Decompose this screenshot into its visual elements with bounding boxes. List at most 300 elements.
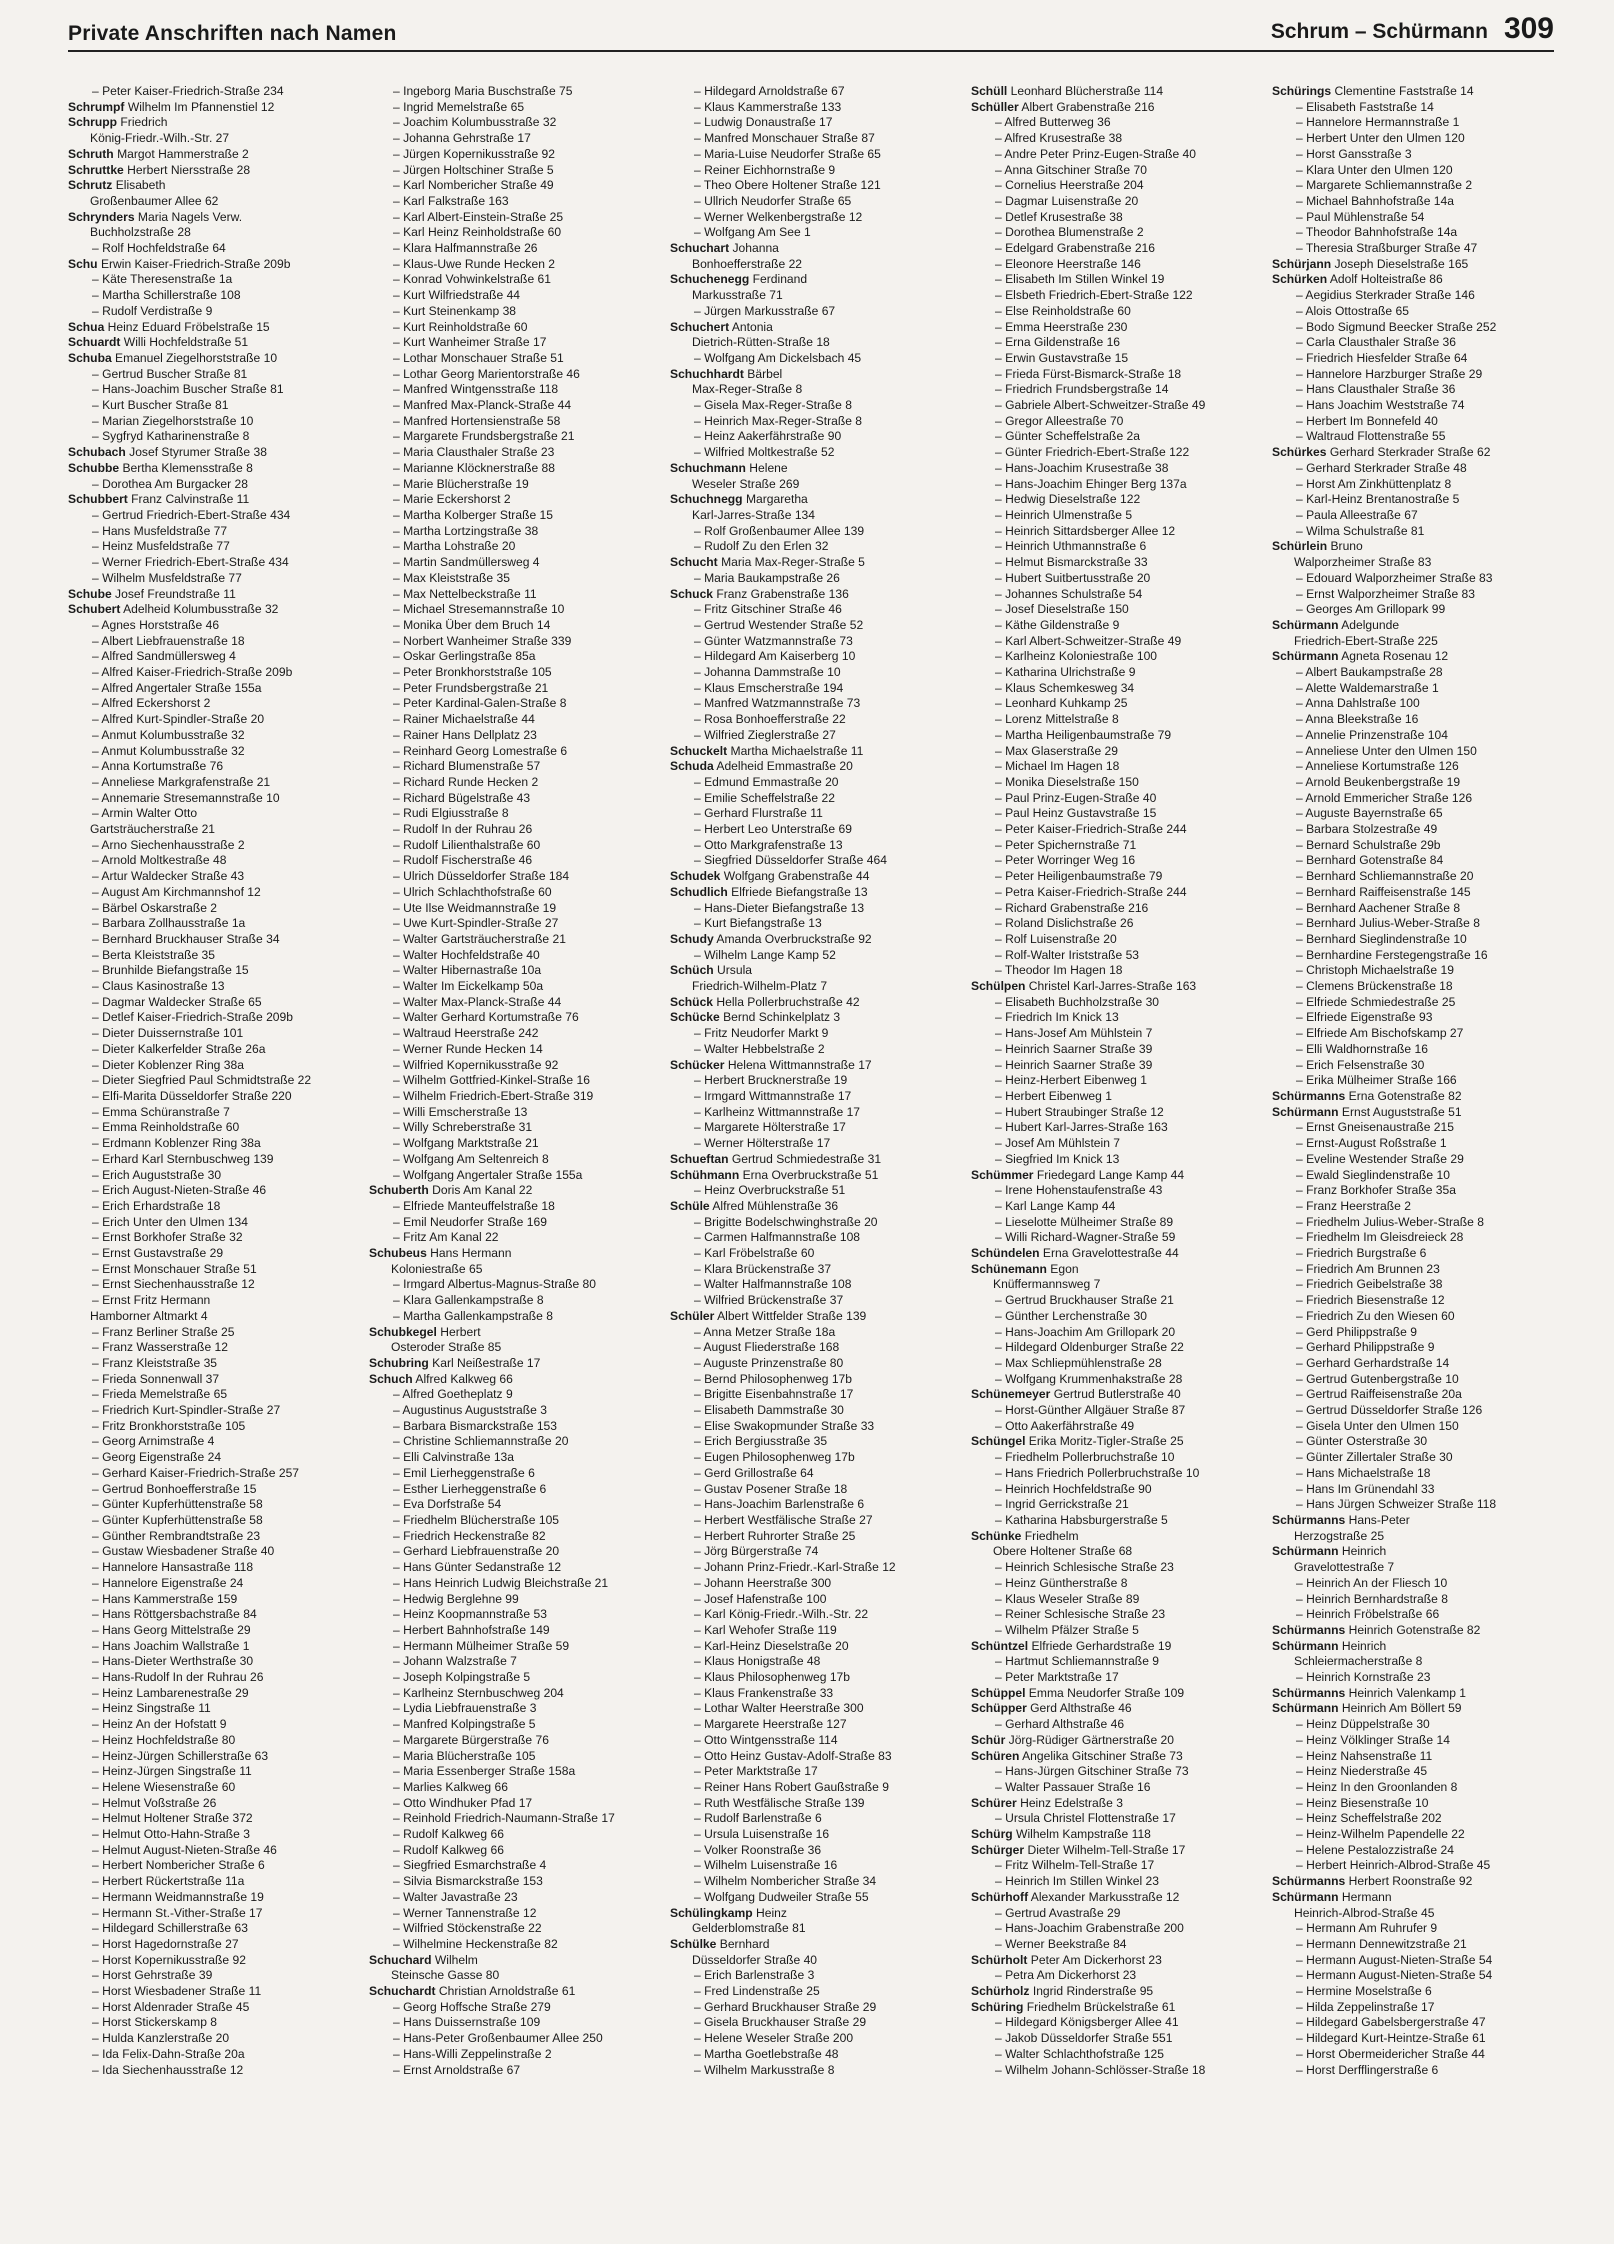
directory-entry: – Elfriede Manteuffelstraße 18 — [393, 1198, 555, 1213]
directory-entry: – Hans-Joachim Buscher Straße 81 — [92, 382, 284, 397]
surname: Schüppel — [971, 1685, 1026, 1700]
directory-entry: – Bernhard Sieglindenstraße 10 — [1296, 931, 1467, 946]
entry-details: Amanda Overbruckstraße 92 — [713, 931, 872, 946]
surname: Schülingkamp — [670, 1905, 753, 1920]
surname: Schück — [670, 994, 714, 1009]
directory-entry: – Johanna Gehrstraße 17 — [393, 131, 531, 146]
directory-entry: – Heinrich Bernhardstraße 8 — [1296, 1591, 1448, 1606]
directory-entry: – Friedrich Biesenstraße 12 — [1296, 1293, 1445, 1308]
surname: Schucht — [670, 555, 718, 570]
directory-entry: – Hans Röttgersbachstraße 84 — [92, 1607, 257, 1622]
directory-entry: – Heinz Biesenstraße 10 — [1296, 1795, 1429, 1810]
directory-entry: – Marie Blücherstraße 19 — [393, 476, 529, 491]
directory-entry: – Hannelore Hansastraße 118 — [92, 1560, 254, 1575]
entry-details: Gertrud Butlerstraße 40 — [1050, 1387, 1181, 1402]
directory-entry: – Erich Bergiusstraße 35 — [694, 1434, 828, 1449]
surname: Schürmann — [1272, 1104, 1339, 1119]
directory-entry: – Ernst Walporzheimer Straße 83 — [1296, 586, 1476, 601]
directory-entry-continuation: Gravelottestraße 7 — [1294, 1560, 1395, 1575]
directory-entry: – Ida Siechenhausstraße 12 — [92, 2062, 244, 2077]
directory-entry: – Rudolf Lilienthalstraße 60 — [393, 837, 541, 852]
directory-entry-surname — [1272, 1701, 1554, 1717]
directory-entry: – Joseph Kolpingstraße 5 — [393, 1670, 531, 1685]
directory-entry: – Elli Waldhornstraße 16 — [1296, 1041, 1428, 1056]
directory-entry: – Heinz Aakerfährstraße 90 — [694, 429, 842, 444]
directory-entry: – Maria Clausthaler Straße 23 — [393, 445, 555, 460]
directory-entry-surname — [369, 1984, 651, 2000]
directory-entry: – Lydia Liebfrauenstraße 3 — [393, 1701, 537, 1716]
directory-entry: – Hans Kammerstraße 159 — [92, 1591, 238, 1606]
directory-entry-continuation: Friedrich-Ebert-Straße 225 — [1294, 633, 1438, 648]
directory-entry-surname — [971, 100, 1253, 116]
directory-entry: – Theo Obere Holtener Straße 121 — [694, 178, 881, 193]
directory-entry: – Wilhelm Musfeldstraße 77 — [92, 570, 242, 585]
entry-details: Hans Hermann — [426, 1246, 512, 1261]
directory-entry: – Edelgard Grabenstraße 216 — [995, 241, 1156, 256]
directory-entry: – Otto Heinz Gustav-Adolf-Straße 83 — [694, 1748, 892, 1763]
directory-entry: – Wilma Schulstraße 81 — [1296, 523, 1425, 538]
directory-entry: – Gisela Max-Reger-Straße 8 — [694, 398, 852, 413]
directory-entry: – Hans Duissernstraße 109 — [393, 2015, 541, 2030]
directory-entry: – Klara Halfmannstraße 26 — [393, 241, 538, 256]
directory-entry: – Ernst Arnoldstraße 67 — [393, 2062, 521, 2077]
directory-entry: – Bernhard Gotenstraße 84 — [1296, 853, 1444, 868]
surname: Schürkes — [1272, 445, 1327, 460]
directory-entry: – Karl Falkstraße 163 — [393, 193, 509, 208]
directory-entry: – Karl Fröbelstraße 60 — [694, 1246, 815, 1261]
directory-entry-surname — [68, 210, 350, 226]
directory-entry-surname — [670, 1906, 952, 1922]
directory-entry: – Alette Waldemarstraße 1 — [1296, 680, 1439, 695]
directory-entry: – Frieda Fürst-Bismarck-Straße 18 — [995, 366, 1182, 381]
directory-entry: – Horst Hagedornstraße 27 — [92, 1936, 239, 1951]
directory-entry: – Ernst Siechenhausstraße 12 — [92, 1277, 255, 1292]
directory-entry: – Ute Ilse Weidmannstraße 19 — [393, 900, 557, 915]
directory-entry: – Katharina Habsburgerstraße 5 — [995, 1512, 1168, 1527]
directory-entry: – Gerhard Flurstraße 11 — [694, 806, 823, 821]
directory-entry: – Walter Passauer Straße 16 — [995, 1779, 1151, 1794]
directory-entry: – Rolf-Walter Iriststraße 53 — [995, 947, 1140, 962]
directory-entry: – Rudolf Verdistraße 9 — [92, 303, 213, 318]
surname: Schuchnegg — [670, 492, 743, 507]
directory-entry: – Wilhelm Pfälzer Straße 5 — [995, 1622, 1139, 1637]
directory-entry: – Alfred Kurt-Spindler-Straße 20 — [92, 712, 265, 727]
directory-entry: – Heinz-Herbert Eibenweg 1 — [995, 1073, 1147, 1088]
directory-entry: – Rudolf Zu den Erlen 32 — [694, 539, 829, 554]
entry-details: Albert Wittfelder Straße 139 — [714, 1308, 867, 1323]
directory-entry-surname — [670, 1168, 952, 1184]
directory-entry: – Monika Dieselstraße 150 — [995, 774, 1139, 789]
directory-entry: – Oskar Gerlingstraße 85a — [393, 649, 536, 664]
directory-entry: – Elli Calvinstraße 13a — [393, 1450, 514, 1465]
surname: Schürmann — [1272, 617, 1339, 632]
entry-details: Karl Neißestraße 17 — [428, 1355, 541, 1370]
directory-entry: – Ludwig Donaustraße 17 — [694, 115, 833, 130]
directory-entry: – Arnold Moltkestraße 48 — [92, 853, 227, 868]
entry-details: Friedegard Lange Kamp 44 — [1033, 1167, 1185, 1182]
entry-details: Wilhelm — [431, 1952, 478, 1967]
directory-entry: – Hans-Peter Großenbaumer Allee 250 — [393, 2031, 603, 2046]
directory-entry: – Günther Rembrandtstraße 23 — [92, 1528, 261, 1543]
directory-entry: – Käthe Gildenstraße 9 — [995, 617, 1120, 632]
directory-entry: – Berta Kleiststraße 35 — [92, 947, 216, 962]
directory-entry: – Friedrich Geibelstraße 38 — [1296, 1277, 1443, 1292]
directory-entry: – Manfred Wintgensstraße 118 — [393, 382, 559, 397]
directory-entry: – Herbert Nombericher Straße 6 — [92, 1858, 265, 1873]
directory-entry: – Fritz Gitschiner Straße 46 — [694, 602, 842, 617]
directory-entry: – Anneliese Markgrafenstraße 21 — [92, 774, 271, 789]
directory-entry: – Herbert Heinrich-Albrod-Straße 45 — [1296, 1858, 1491, 1873]
entry-details: Gertrud Schmiedestraße 31 — [728, 1151, 882, 1166]
directory-entry-surname — [68, 351, 350, 367]
entry-details: Bernhard — [716, 1936, 770, 1951]
entry-details: Jörg-Rüdiger Gärtnerstraße 20 — [1005, 1732, 1174, 1747]
directory-entry: – Detlef Krusestraße 38 — [995, 209, 1123, 224]
directory-entry: – Herbert Brucknerstraße 19 — [694, 1073, 848, 1088]
directory-entry: – Rainer Hans Dellplatz 23 — [393, 727, 537, 742]
directory-entry: – Hans-Joachim Ehinger Berg 137a — [995, 476, 1187, 491]
directory-entry: – Friedrich Frundsbergstraße 14 — [995, 382, 1169, 397]
surname: Schür — [971, 1732, 1006, 1747]
directory-entry: – Silvia Bismarckstraße 153 — [393, 1874, 543, 1889]
directory-entry: – Elisabeth Dammstraße 30 — [694, 1403, 844, 1418]
directory-entry: – Bärbel Oskarstraße 2 — [92, 900, 218, 915]
entry-details: Antonia — [729, 319, 773, 334]
directory-entry: – Maria-Luise Neudorfer Straße 65 — [694, 146, 881, 161]
directory-entry: – Katharina Ulrichstraße 9 — [995, 665, 1136, 680]
directory-entry-surname — [68, 178, 350, 194]
directory-entry: – Bernhardine Ferstegengstraße 16 — [1296, 947, 1488, 962]
directory-entry: – Kurt Buscher Straße 81 — [92, 398, 229, 413]
directory-entry: – Emma Heerstraße 230 — [995, 319, 1128, 334]
entry-details: Erna Gravelottestraße 44 — [1039, 1246, 1179, 1261]
surname: Schüring — [971, 1999, 1024, 2014]
directory-entry: – Heinrich Max-Reger-Straße 8 — [694, 413, 863, 428]
directory-entry-continuation: Walporzheimer Straße 83 — [1294, 555, 1432, 570]
directory-entry: – Herbert Ruhrorter Straße 25 — [694, 1528, 856, 1543]
directory-entry: – Klara Unter den Ulmen 120 — [1296, 162, 1453, 177]
directory-entry: – Hans-Dieter Biefangstraße 13 — [694, 900, 865, 915]
directory-entry: – Jürgen Kopernikusstraße 92 — [393, 146, 556, 161]
directory-entry: – Hermann Mülheimer Straße 59 — [393, 1638, 570, 1653]
directory-entry: – Heinz Güntherstraße 8 — [995, 1575, 1128, 1590]
directory-entry: – Leonhard Kuhkamp 25 — [995, 696, 1128, 711]
directory-entry: – Willy Schreberstraße 31 — [393, 1120, 533, 1135]
directory-entry: – Gisela Bruckhauser Straße 29 — [694, 2015, 867, 2030]
surname: Schürmanns — [1272, 1512, 1346, 1527]
directory-entry: – Theodor Bahnhofstraße 14a — [1296, 225, 1458, 240]
directory-entry: – Detlef Kaiser-Friedrich-Straße 209b — [92, 1010, 293, 1025]
entry-details: Bertha Klemensstraße 8 — [119, 460, 253, 475]
directory-entry: – Klara Gallenkampstraße 8 — [393, 1293, 544, 1308]
directory-entry: – Anna Metzer Straße 18a — [694, 1324, 836, 1339]
directory-entry: – Erich Felsenstraße 30 — [1296, 1057, 1425, 1072]
directory-entry: – Heinz-Jürgen Singstraße 11 — [92, 1764, 252, 1779]
directory-entry: – Theresia Straßburger Straße 47 — [1296, 241, 1478, 256]
entry-details: Martha Michaelstraße 11 — [727, 743, 864, 758]
entry-details: Christian Arnoldstraße 61 — [435, 1984, 576, 1999]
directory-entry: – Dagmar Luisenstraße 20 — [995, 193, 1139, 208]
directory-entry: – Heinrich Kornstraße 23 — [1296, 1670, 1431, 1685]
entry-details: Herbert — [436, 1324, 481, 1339]
directory-entry: – Willi Emscherstraße 13 — [393, 1104, 528, 1119]
directory-entry: – Anna Dahlstraße 100 — [1296, 696, 1420, 711]
directory-entry: – Cornelius Heerstraße 204 — [995, 178, 1144, 193]
directory-entry: – Günter Zillertaler Straße 30 — [1296, 1450, 1453, 1465]
surname: Schüle — [670, 1198, 710, 1213]
directory-entry: – Friedhelm Pollerbruchstraße 10 — [995, 1450, 1175, 1465]
directory-entry: – Max Glaserstraße 29 — [995, 743, 1118, 758]
directory-entry-surname — [1272, 649, 1554, 665]
surname: Schürmanns — [1272, 1874, 1346, 1889]
entry-details: Adelheid Kolumbusstraße 32 — [120, 602, 279, 617]
directory-entry: – Rainer Michaelstraße 44 — [393, 712, 535, 727]
directory-entry: – Michael Bahnhofstraße 14a — [1296, 193, 1454, 208]
directory-entry-surname — [670, 1058, 952, 1074]
directory-entry: – Rudolf Kalkweg 66 — [393, 1827, 504, 1842]
directory-entry: – Brigitte Bodelschwinghstraße 20 — [694, 1214, 878, 1229]
directory-entry: – Aegidius Sterkrader Straße 146 — [1296, 288, 1475, 303]
directory-entry: – Bernhard Raiffeisenstraße 145 — [1296, 884, 1471, 899]
directory-entry: – Bernard Schulstraße 29b — [1296, 837, 1441, 852]
surname: Schrupp — [68, 115, 118, 130]
directory-entry: – Heinz Völklinger Straße 14 — [1296, 1732, 1450, 1747]
directory-entry: – Fritz Wilhelm-Tell-Straße 17 — [995, 1858, 1155, 1873]
name-range-header — [1271, 12, 1554, 46]
directory-entry: – Alfred Goetheplatz 9 — [393, 1387, 513, 1402]
directory-entry: – Erhard Karl Sternbuschweg 139 — [92, 1151, 274, 1166]
directory-entry: – Karlheinz Koloniestraße 100 — [995, 649, 1158, 664]
entry-details: Wilhelm Im Pfannenstiel 12 — [124, 99, 275, 114]
directory-entry: – Horst Gansstraße 3 — [1296, 146, 1412, 161]
directory-entry: – Max Schliepmühlenstraße 28 — [995, 1355, 1162, 1370]
directory-entry: – Hans-Rudolf In der Ruhrau 26 — [92, 1670, 264, 1685]
directory-entry: – Herbert Unter den Ulmen 120 — [1296, 131, 1465, 146]
surname: Schuchert — [670, 319, 730, 334]
directory-entry: – Heinz In den Groonlanden 8 — [1296, 1779, 1458, 1794]
directory-entry-surname — [1272, 1890, 1554, 1906]
directory-entry: – Heinrich Schlesische Straße 23 — [995, 1560, 1174, 1575]
directory-entry: – Karlheinz Wittmannstraße 17 — [694, 1104, 861, 1119]
surname: Schubring — [369, 1355, 429, 1370]
directory-entry: – Hermine Moselstraße 6 — [1296, 1984, 1432, 1999]
directory-entry: – Ingeborg Maria Buschstraße 75 — [393, 84, 573, 98]
directory-entry: – Carla Clausthaler Straße 36 — [1296, 335, 1456, 350]
directory-entry: – Emil Neudorfer Straße 169 — [393, 1214, 547, 1229]
directory-entry-surname — [1272, 1686, 1554, 1702]
directory-entry: – Johannes Schulstraße 54 — [995, 586, 1143, 601]
directory-entry-surname — [971, 1686, 1253, 1702]
entry-details: Doris Am Kanal 22 — [428, 1183, 533, 1198]
directory-entry: – Karl Wehofer Straße 119 — [694, 1622, 837, 1637]
directory-entry: – Helmut Holtener Straße 372 — [92, 1811, 253, 1826]
directory-entry-surname — [971, 1701, 1253, 1717]
directory-entry: – Herbert Bahnhofstraße 149 — [393, 1622, 550, 1637]
directory-entry-surname — [670, 1199, 952, 1215]
directory-entry: – Edouard Walporzheimer Straße 83 — [1296, 570, 1493, 585]
directory-entry: – Bernhard Bruckhauser Straße 34 — [92, 931, 280, 946]
directory-entry: – Martha Lortzingstraße 38 — [393, 523, 539, 538]
directory-entry: – August Fliederstraße 168 — [694, 1340, 840, 1355]
directory-entry: – Hans-Joachim Grabenstraße 200 — [995, 1921, 1184, 1936]
directory-entry-continuation: Steinsche Gasse 80 — [391, 1968, 500, 1983]
entry-details: Ferdinand — [749, 272, 808, 287]
directory-entry: – Karl-Heinz Brentanostraße 5 — [1296, 492, 1460, 507]
entry-details: Adelheid Emmastraße 20 — [713, 759, 853, 774]
directory-entry: – Johann Walzstraße 7 — [393, 1654, 517, 1669]
directory-entry: – Margarete Frundsbergstraße 21 — [393, 429, 575, 444]
directory-entry-surname — [971, 1262, 1253, 1278]
directory-entry: – Wolfgang Am See 1 — [694, 225, 811, 240]
surname: Schüntzel — [971, 1638, 1029, 1653]
entry-details: Adolf Holteistraße 86 — [1327, 272, 1443, 287]
directory-entry: – Werner Hölterstraße 17 — [694, 1136, 831, 1151]
directory-entry: – Reiner Eichhornstraße 9 — [694, 162, 836, 177]
directory-entry-continuation: Bonhoefferstraße 22 — [692, 256, 803, 271]
directory-entry: – Hannelore Hermannstraße 1 — [1296, 115, 1460, 130]
directory-entry: – Ernst Borkhofer Straße 32 — [92, 1230, 243, 1245]
directory-entry-surname — [971, 1639, 1253, 1655]
directory-entry: – Hans Georg Mittelstraße 29 — [92, 1622, 251, 1637]
directory-column-4 — [971, 84, 1253, 2234]
surname: Schürg — [971, 1827, 1013, 1842]
directory-entry-surname — [670, 1152, 952, 1168]
directory-entry: – Waltraud Heerstraße 242 — [393, 1026, 539, 1041]
directory-entry: – Peter Marktstraße 17 — [694, 1764, 818, 1779]
directory-entry: – Max Nettelbeckstraße 11 — [393, 586, 537, 601]
directory-entry: – Werner Beekstraße 84 — [995, 1936, 1127, 1951]
directory-entry-surname — [1272, 1623, 1554, 1639]
entry-details: Helene — [745, 460, 788, 475]
directory-entry: – Heinz-Wilhelm Papendelle 22 — [1296, 1827, 1465, 1842]
directory-entry: – Friedhelm Julius-Weber-Straße 8 — [1296, 1214, 1484, 1229]
directory-entry-surname — [68, 445, 350, 461]
directory-entry: – Ulrich Schlachthofstraße 60 — [393, 884, 552, 899]
directory-entry: – Else Reinholdstraße 60 — [995, 303, 1131, 318]
directory-entry-surname — [670, 932, 952, 948]
directory-entry: – Rolf Hochfeldstraße 64 — [92, 241, 226, 256]
directory-entry: – Barbara Zollhausstraße 1a — [92, 916, 246, 931]
directory-entry-surname — [1272, 84, 1554, 100]
directory-entry: – Friedrich Im Knick 13 — [995, 1010, 1119, 1025]
directory-entry: – Erich Barlenstraße 3 — [694, 1968, 815, 1983]
directory-entry: – Heinrich Fröbelstraße 66 — [1296, 1607, 1440, 1622]
directory-entry: – August Am Kirchmannshof 12 — [92, 884, 261, 899]
directory-entry: – Lothar Georg Marientorstraße 46 — [393, 366, 580, 381]
directory-entry: – Gisela Unter den Ulmen 150 — [1296, 1418, 1459, 1433]
directory-entry: – Horst-Günther Allgäuer Straße 87 — [995, 1403, 1186, 1418]
directory-entry: – Ulrich Düsseldorfer Straße 184 — [393, 869, 570, 884]
directory-entry: – Helene Weseler Straße 200 — [694, 2031, 854, 2046]
directory-entry: – Hubert Karl-Jarres-Straße 163 — [995, 1120, 1168, 1135]
directory-entry: – Hans Michaelstraße 18 — [1296, 1465, 1431, 1480]
directory-entry: – Ernst Gustavstraße 29 — [92, 1246, 224, 1261]
directory-entry: – Herbert Rückertstraße 11a — [92, 1874, 245, 1889]
surname: Schürings — [1272, 84, 1332, 98]
directory-entry-continuation: Herzogstraße 25 — [1294, 1528, 1385, 1543]
directory-entry: – Margarete Schliemannstraße 2 — [1296, 178, 1473, 193]
surname: Schürmann — [1272, 1701, 1339, 1716]
directory-entry-continuation: Düsseldorfer Straße 40 — [692, 1952, 818, 1967]
entry-details: Franz Calvinstraße 11 — [127, 492, 250, 507]
directory-entry: – Heinz Overbruckstraße 51 — [694, 1183, 846, 1198]
directory-entry: – Gustav Posener Straße 18 — [694, 1481, 848, 1496]
directory-entry-surname — [1272, 272, 1554, 288]
directory-entry: – Lieselotte Mülheimer Straße 89 — [995, 1214, 1174, 1229]
directory-entry: – Petra Kaiser-Friedrich-Straße 244 — [995, 884, 1187, 899]
entry-details: Erwin Kaiser-Friedrich-Straße 209b — [97, 256, 291, 271]
directory-entry: – Erich Erhardstraße 18 — [92, 1198, 221, 1213]
directory-entry: – Artur Waldecker Straße 43 — [92, 869, 245, 884]
directory-entry: – Hermann Weidmannstraße 19 — [92, 1889, 264, 1904]
directory-entry: – Alfred Angertaler Straße 155a — [92, 680, 262, 695]
surname: Schürholz — [971, 1984, 1030, 1999]
directory-entry-surname — [369, 1356, 651, 1372]
directory-entry: – Christoph Michaelstraße 19 — [1296, 963, 1454, 978]
directory-entry: – Augustinus Auguststraße 3 — [393, 1403, 547, 1418]
directory-column-5 — [1272, 84, 1554, 2234]
directory-entry: – Paul Prinz-Eugen-Straße 40 — [995, 790, 1157, 805]
directory-entry: – Richard Bügelstraße 43 — [393, 790, 531, 805]
directory-entry: – Gertrud Buscher Straße 81 — [92, 366, 248, 381]
directory-entry: – Georges Am Grillopark 99 — [1296, 602, 1446, 617]
directory-entry: – Klaus Schemkesweg 34 — [995, 680, 1135, 695]
directory-entry: – Marianne Klöcknerstraße 88 — [393, 460, 556, 475]
directory-entry: – Brigitte Eisenbahnstraße 17 — [694, 1387, 854, 1402]
directory-entry-surname — [1272, 1513, 1554, 1529]
directory-entry: – Günter Kupferhüttenstraße 58 — [92, 1512, 263, 1527]
directory-entry: – Heinrich Hochfeldstraße 90 — [995, 1481, 1152, 1496]
directory-entry: – Herbert Im Bonnefeld 40 — [1296, 413, 1438, 428]
surname: Schüler — [670, 1308, 715, 1323]
surname: Schrutz — [68, 178, 113, 193]
directory-entry-continuation: Knüffermannsweg 7 — [993, 1277, 1101, 1292]
directory-entry: – Dieter Kalkerfelder Straße 26a — [92, 1041, 266, 1056]
directory-entry: – Willi Richard-Wagner-Straße 59 — [995, 1230, 1176, 1245]
surname: Schruttke — [68, 162, 124, 177]
directory-column-2 — [369, 84, 651, 2234]
directory-entry: – Franz Kleiststraße 35 — [92, 1355, 218, 1370]
directory-entry: – Rolf Großenbaumer Allee 139 — [694, 523, 865, 538]
surname: Schürken — [1272, 272, 1328, 287]
directory-entry: – Gabriele Albert-Schweitzer-Straße 49 — [995, 398, 1206, 413]
directory-entry: – Walter Im Eickelkamp 50a — [393, 979, 544, 994]
directory-entry: – Klaus Weseler Straße 89 — [995, 1591, 1140, 1606]
directory-entry: – Arnold Beukenbergstraße 19 — [1296, 774, 1461, 789]
directory-entry-surname — [670, 1010, 952, 1026]
directory-entry-surname — [971, 1529, 1253, 1545]
directory-entry: – Maria Essenberger Straße 158a — [393, 1764, 576, 1779]
directory-column-1 — [68, 84, 350, 2234]
directory-entry: – Edmund Emmastraße 20 — [694, 774, 839, 789]
entry-details: Alfred Mühlenstraße 36 — [709, 1198, 839, 1213]
directory-entry: – Karl Albert-Schweitzer-Straße 49 — [995, 633, 1182, 648]
surname: Schua — [68, 319, 105, 334]
directory-entry: – Hermann St.-Vither-Straße 17 — [92, 1905, 263, 1920]
directory-entry: – Albert Baukampstraße 28 — [1296, 665, 1443, 680]
entry-details: Erika Moritz-Tigler-Straße 25 — [1025, 1434, 1184, 1449]
directory-entry: – Günter Kupferhüttenstraße 58 — [92, 1497, 263, 1512]
directory-entry: – Lothar Walter Heerstraße 300 — [694, 1701, 864, 1716]
directory-entry: – Werner Runde Hecken 14 — [393, 1041, 543, 1056]
surname: Schürmanns — [1272, 1622, 1346, 1637]
directory-entry: – Helmut Otto-Hahn-Straße 3 — [92, 1827, 250, 1842]
directory-entry: – Erich August-Nieten-Straße 46 — [92, 1183, 267, 1198]
directory-entry: – Wilfried Brückenstraße 37 — [694, 1293, 844, 1308]
entry-details: Hermann — [1338, 1889, 1392, 1904]
directory-entry: – Franz Borkhofer Straße 35a — [1296, 1183, 1456, 1198]
directory-entry: – Sygfryd Katharinenstraße 8 — [92, 429, 250, 444]
